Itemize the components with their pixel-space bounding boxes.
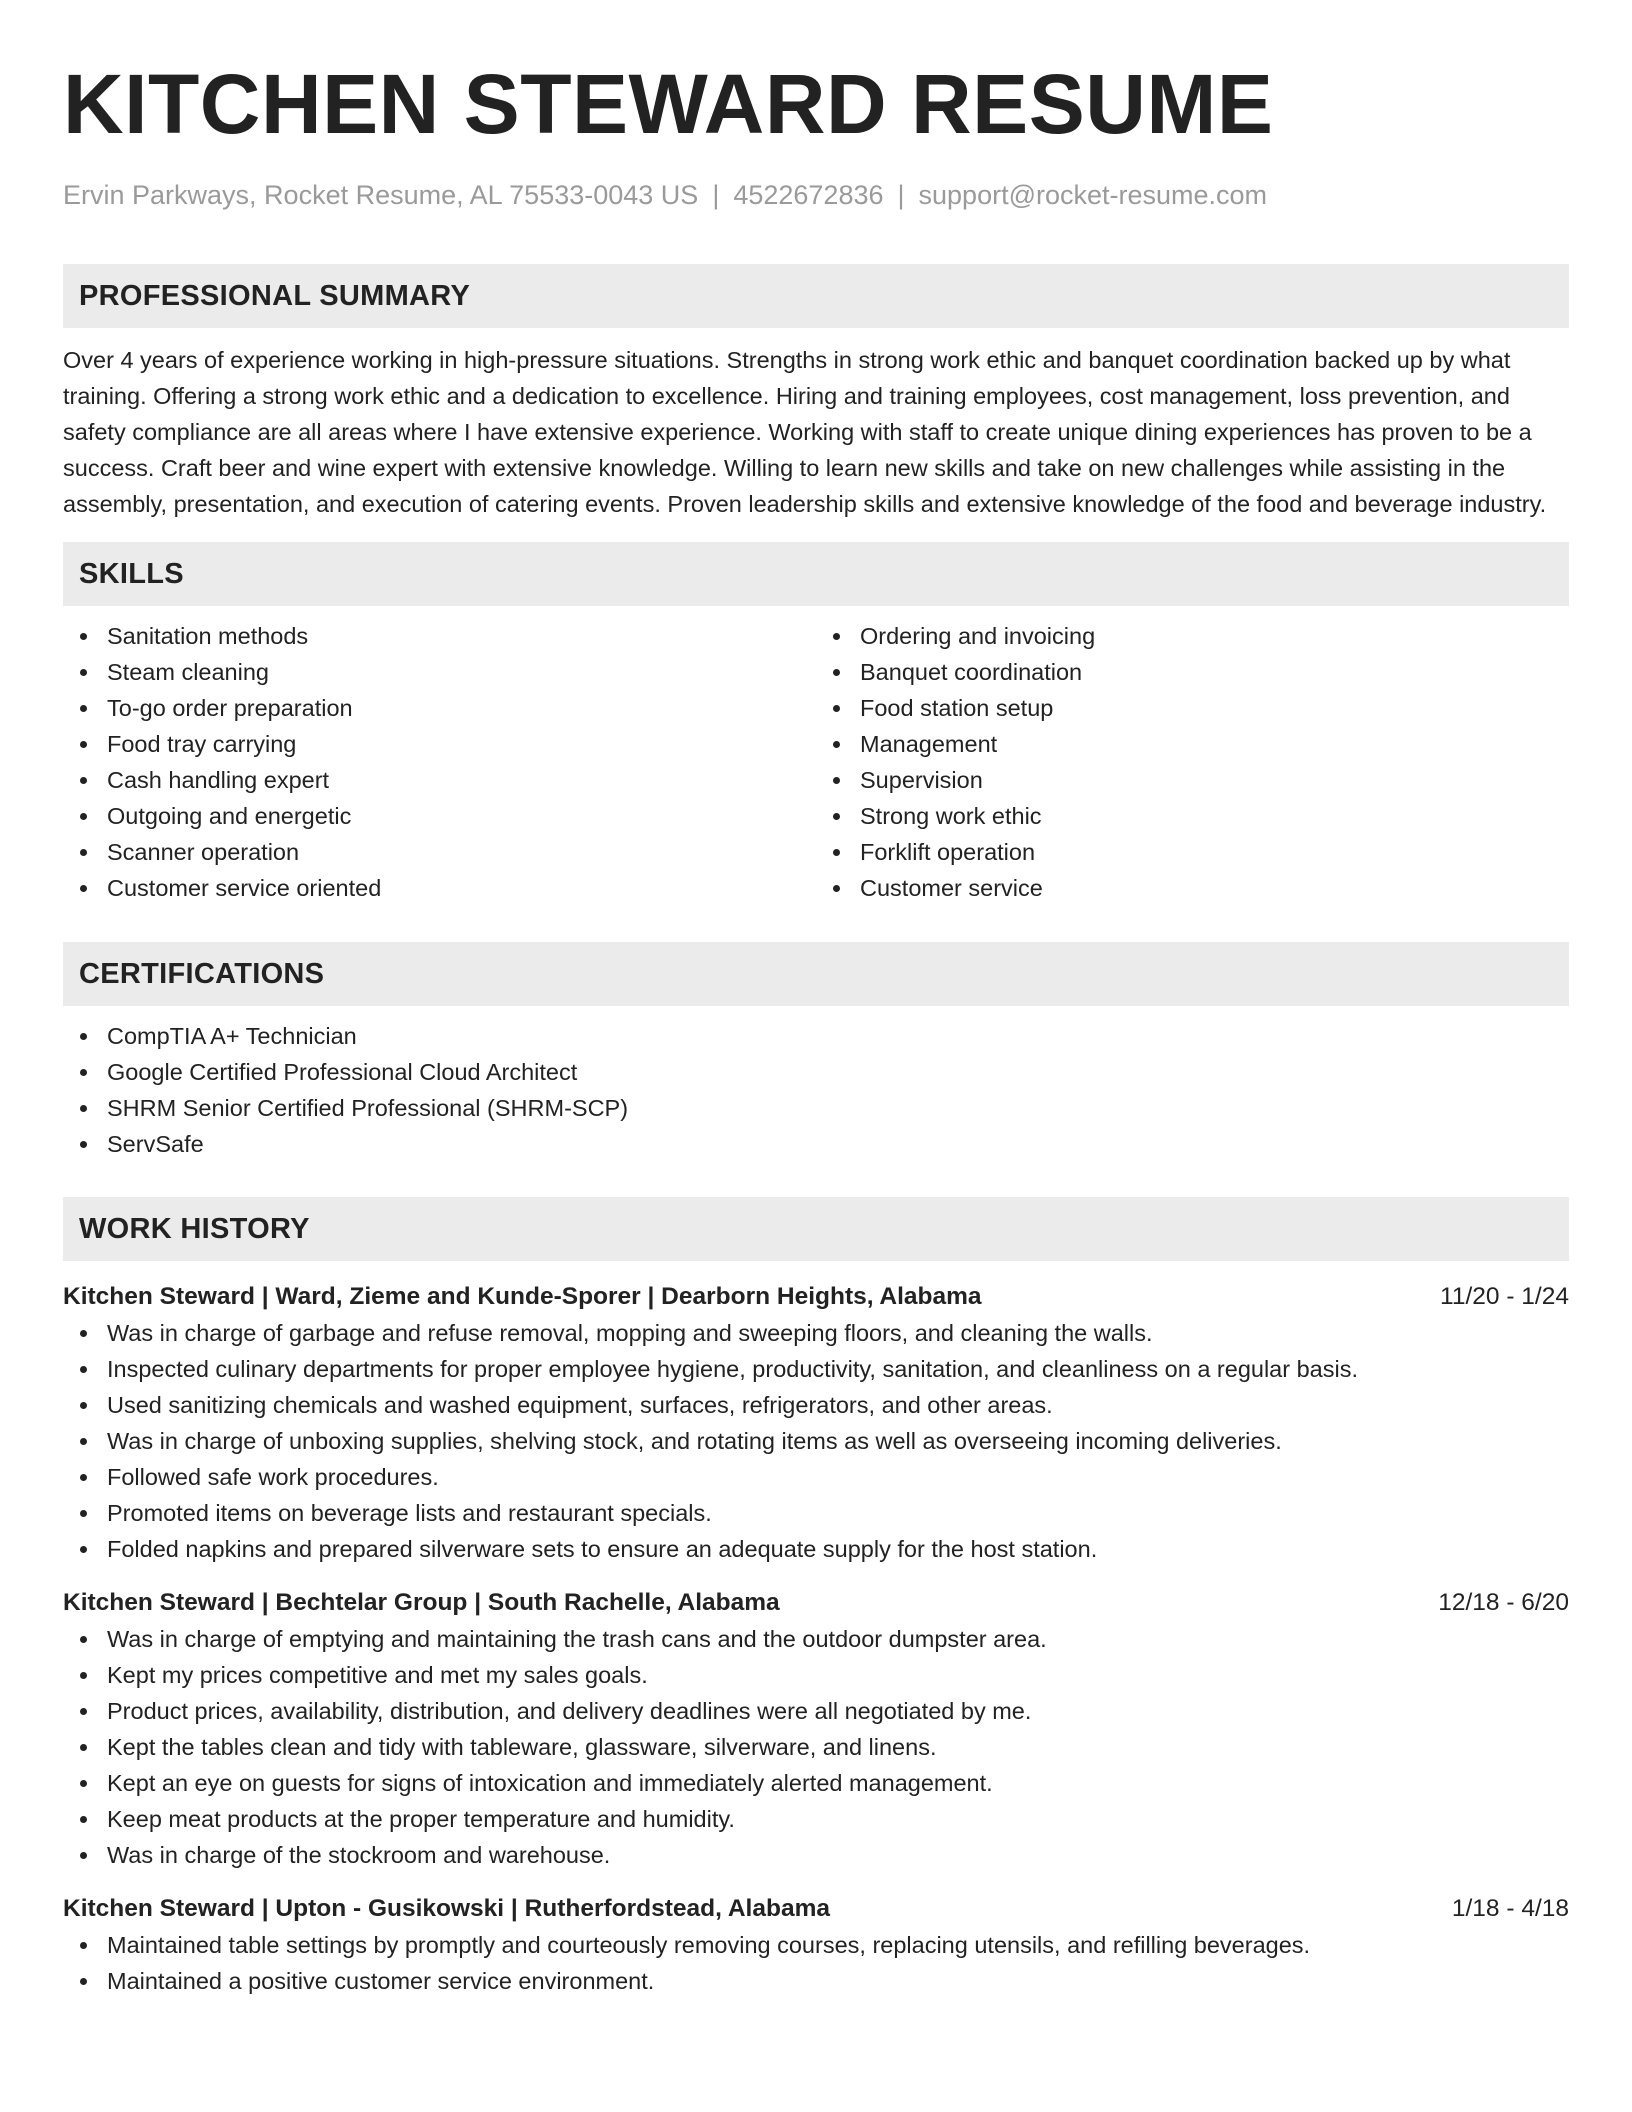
work-history-heading: WORK HISTORY	[63, 1197, 1569, 1261]
job-entry	[63, 1891, 1569, 1999]
job-bullet: Maintained a positive customer service environment.	[107, 1963, 1569, 1999]
job-dates: 12/18 - 6/20	[1438, 1589, 1569, 1616]
contact-email: support@rocket-resume.com	[918, 180, 1268, 210]
skill-item: Forklift operation	[860, 834, 1569, 870]
certifications-heading: CERTIFICATIONS	[63, 942, 1569, 1006]
job-dates: 1/18 - 4/18	[1451, 1895, 1569, 1922]
skill-item: Food tray carrying	[107, 726, 816, 762]
skill-item: Cash handling expert	[107, 762, 816, 798]
job-bullet: Kept my prices competitive and met my sales goals.	[107, 1657, 1569, 1693]
job-header	[63, 1585, 1569, 1621]
skill-item: Supervision	[860, 762, 1569, 798]
job-bullets	[63, 1927, 1569, 1999]
job-header	[63, 1279, 1569, 1315]
skill-item: Management	[860, 726, 1569, 762]
job-title: Kitchen Steward | Upton - Gusikowski | Rutherfordstead, Alabama	[63, 1895, 830, 1922]
skill-item: Sanitation methods	[107, 618, 816, 654]
job-bullet: Promoted items on beverage lists and restaurant specials.	[107, 1495, 1569, 1531]
skill-item: Food station setup	[860, 690, 1569, 726]
skill-item: To-go order preparation	[107, 690, 816, 726]
job-bullet: Keep meat products at the proper temperature and humidity.	[107, 1801, 1569, 1837]
job-bullet: Followed safe work procedures.	[107, 1459, 1569, 1495]
job-entry	[63, 1279, 1569, 1567]
job-bullet: Was in charge of emptying and maintaining the trash cans and the outdoor dumpster area.	[107, 1621, 1569, 1657]
job-bullet: Folded napkins and prepared silverware sets to ensure an adequate supply for the host station.	[107, 1531, 1569, 1567]
job-title: Kitchen Steward | Ward, Zieme and Kunde-Sporer | Dearborn Heights, Alabama	[63, 1283, 982, 1310]
contact-line	[63, 178, 1569, 212]
job-bullet: Was in charge of garbage and refuse removal, mopping and sweeping floors, and cleaning the walls.	[107, 1315, 1569, 1351]
job-bullet: Kept the tables clean and tidy with tableware, glassware, silverware, and linens.	[107, 1729, 1569, 1765]
skills-heading: SKILLS	[63, 542, 1569, 606]
skills-list-right	[816, 618, 1569, 906]
skill-item: Customer service	[860, 870, 1569, 906]
summary-heading: PROFESSIONAL SUMMARY	[63, 264, 1569, 328]
job-bullet: Used sanitizing chemicals and washed equipment, surfaces, refrigerators, and other areas.	[107, 1387, 1569, 1423]
resume-title: KITCHEN STEWARD RESUME	[63, 57, 1274, 151]
skill-item: Strong work ethic	[860, 798, 1569, 834]
skill-item: Steam cleaning	[107, 654, 816, 690]
summary-text: Over 4 years of experience working in high-pressure situations. Strengths in strong work ethic and banquet coordination backed up by what training. Offering a strong work ethic and a dedication to excellence. Hiring and training employees, cost management, loss prevention, and safety compliance are all areas where I have extensive experience. Working with staff to create unique dining experiences has proven to be a success. Craft beer and wine expert with extensive knowledge. Willing to learn new skills and take on new challenges while assisting in the assembly, presentation, and execution of catering events. Proven leadership skills and extensive knowledge of the food and beverage industry.	[63, 347, 1547, 517]
skills-list-left	[63, 618, 816, 906]
job-title: Kitchen Steward | Bechtelar Group | South Rachelle, Alabama	[63, 1589, 780, 1616]
certification-item: ServSafe	[107, 1126, 1569, 1162]
contact-separator: |	[897, 180, 905, 210]
skill-item: Outgoing and energetic	[107, 798, 816, 834]
job-bullet: Maintained table settings by promptly and courteously removing courses, replacing utensils, and refilling beverages.	[107, 1927, 1569, 1963]
skill-item: Ordering and invoicing	[860, 618, 1569, 654]
certification-item: Google Certified Professional Cloud Architect	[107, 1054, 1569, 1090]
certification-item: CompTIA A+ Technician	[107, 1018, 1569, 1054]
skill-item: Scanner operation	[107, 834, 816, 870]
skills-grid	[63, 618, 1569, 906]
job-bullet: Was in charge of unboxing supplies, shelving stock, and rotating items as well as overseeing incoming deliveries.	[107, 1423, 1569, 1459]
job-bullet: Inspected culinary departments for proper employee hygiene, productivity, sanitation, and cleanliness on a regular basis.	[107, 1351, 1569, 1387]
certifications-list	[63, 1018, 1569, 1162]
job-dates: 11/20 - 1/24	[1440, 1283, 1569, 1310]
job-bullet: Kept an eye on guests for signs of intoxication and immediately alerted management.	[107, 1765, 1569, 1801]
job-header	[63, 1891, 1569, 1927]
contact-separator: |	[712, 180, 720, 210]
contact-address: Ervin Parkways, Rocket Resume, AL 75533-0043 US	[63, 180, 699, 210]
job-bullet: Was in charge of the stockroom and warehouse.	[107, 1837, 1569, 1873]
contact-phone: 4522672836	[733, 180, 884, 210]
job-entry	[63, 1585, 1569, 1873]
job-bullets	[63, 1621, 1569, 1873]
skill-item: Customer service oriented	[107, 870, 816, 906]
skill-item: Banquet coordination	[860, 654, 1569, 690]
certification-item: SHRM Senior Certified Professional (SHRM-SCP)	[107, 1090, 1569, 1126]
job-bullet: Product prices, availability, distribution, and delivery deadlines were all negotiated by me.	[107, 1693, 1569, 1729]
job-bullets	[63, 1315, 1569, 1567]
